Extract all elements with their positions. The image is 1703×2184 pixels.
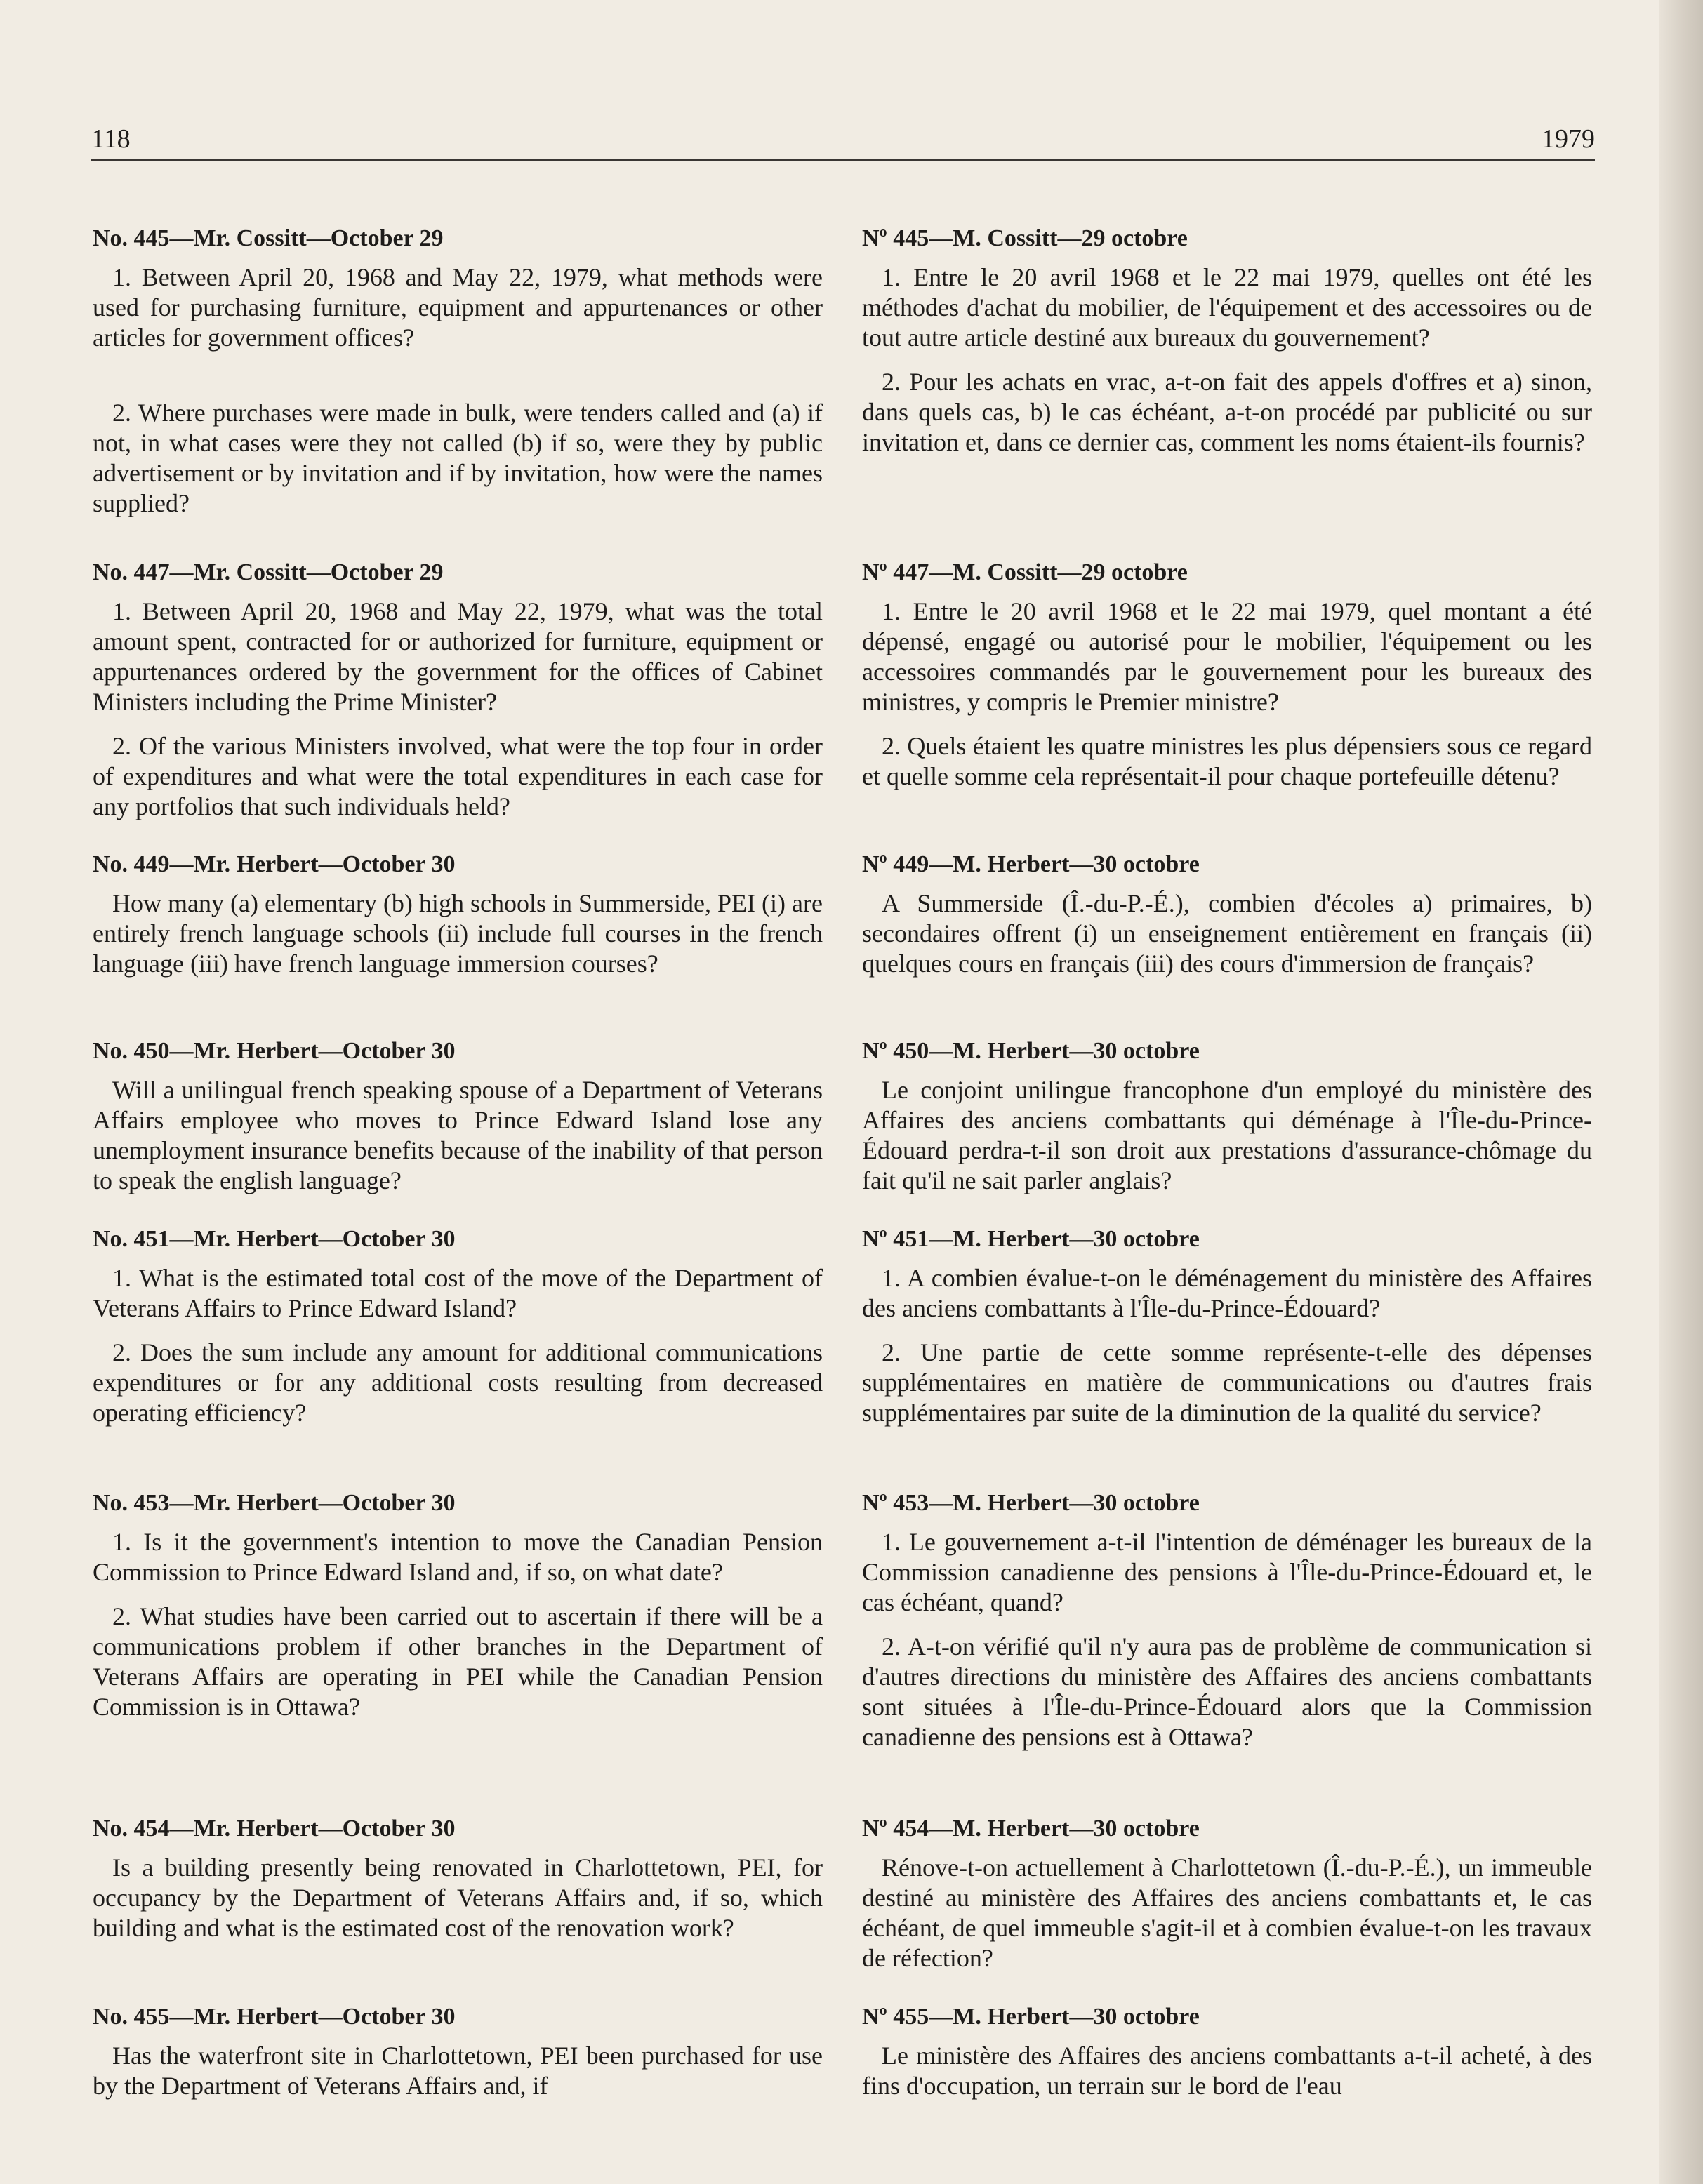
french-question-paragraph: A Summerside (Î.-du-P.-É.), combien d'écoles a) primaires, b) secondaires offrent (i) un enseignement entièrement en français (ii) quelques cours en français (iii) des cours d'immersion de français? — [862, 889, 1592, 978]
english-question-entry — [93, 1813, 823, 1957]
english-question-paragraph: Will a unilingual french speaking spouse of a Department of Veterans Affairs employee who moves to Prince Edward Island lose any unemployment insurance benefits because of the inability of that person to speak the english language? — [93, 1076, 823, 1194]
english-question-paragraph: Has the waterfront site in Charlottetown, PEI been purchased for use by the Department of Veterans Affairs and, if — [93, 2042, 823, 2100]
french-question-entry — [862, 2002, 1592, 2115]
page-number: 118 — [91, 124, 131, 154]
english-question-entry — [93, 223, 823, 533]
english-question-entry — [93, 1036, 823, 1210]
english-question-heading: No. 455—Mr. Herbert—October 30 — [93, 2004, 456, 2030]
french-question-paragraph: 2. Pour les achats en vrac, a-t-on fait des appels d'offres et a) sinon, dans quels cas, b) le cas échéant, a-t-on procédé par publicité ou sur invitation et, dans ce dernier cas, comment les noms étaient-ils fournis? — [862, 368, 1592, 456]
french-question-heading: Nº 455—M. Herbert—30 octobre — [862, 2004, 1200, 2030]
english-question-paragraph: 1. Between April 20, 1968 and May 22, 1979, what methods were used for purchasing furniture, equipment and appurtenances or other articles for government offices? — [93, 263, 823, 352]
french-question-entry — [862, 223, 1592, 472]
french-question-paragraph: 2. Quels étaient les quatre ministres les plus dépensiers sous ce regard et quelle somme cela représentait-il pour chaque portefeuille détenu? — [862, 732, 1592, 790]
french-question-paragraph: 2. Une partie de cette somme représente-t-elle des dépenses supplémentaires en matière de communications ou d'autres frais supplémentaires par suite de la diminution de la qualité du service? — [862, 1338, 1592, 1427]
french-question-paragraph: 1. Entre le 20 avril 1968 et le 22 mai 1979, quelles ont été les méthodes d'achat du mobilier, de l'équipement et des accessoires ou de tout autre article destiné aux bureaux du gouvernement? — [862, 263, 1592, 352]
page-header — [91, 119, 1595, 161]
english-question-entry — [93, 1224, 823, 1442]
french-question-paragraph: 2. A-t-on vérifié qu'il n'y aura pas de problème de communication si d'autres directions du ministère des Affaires des anciens combattants sont situées à l'Île-du-Prince-Édouard alors que la Commission canadienne des pensions est à Ottawa? — [862, 1632, 1592, 1751]
french-question-paragraph: 1. Entre le 20 avril 1968 et le 22 mai 1979, quel montant a été dépensé, engagé ou autorisé pour le mobilier, l'équipement ou les accessoires commandés par le gouvernement pour les bureaux des ministres, y compris le Premier ministre? — [862, 597, 1592, 716]
french-question-entry — [862, 849, 1592, 993]
english-question-entry — [93, 1488, 823, 1736]
english-question-entry — [93, 849, 823, 993]
english-question-paragraph: 1. Between April 20, 1968 and May 22, 1979, what was the total amount spent, contracted for or authorized for furniture, equipment or appurtenances ordered by the government for the offices of Cabinet Ministers including the Prime Minister? — [93, 597, 823, 716]
french-question-paragraph: Le conjoint unilingue francophone d'un employé du ministère des Affaires des anciens combattants qui déménage à l'Île-du-Prince-Édouard perdra-t-il son droit aux prestations d'assurance-chômage du fait qu'il ne sait parler anglais? — [862, 1076, 1592, 1194]
english-question-entry — [93, 2002, 823, 2115]
english-question-paragraph: 1. Is it the government's intention to move the Canadian Pension Commission to Prince Edward Island and, if so, on what date? — [93, 1528, 823, 1586]
english-question-paragraph: 1. What is the estimated total cost of the move of the Department of Veterans Affairs to Prince Edward Island? — [93, 1264, 823, 1322]
french-question-heading: Nº 453—M. Herbert—30 octobre — [862, 1490, 1200, 1516]
english-question-heading: No. 454—Mr. Herbert—October 30 — [93, 1816, 456, 1842]
french-question-paragraph: 1. Le gouvernement a-t-il l'intention de déménager les bureaux de la Commission canadienne des pensions à l'Île-du-Prince-Édouard et, le cas échéant, quand? — [862, 1528, 1592, 1616]
french-question-entry — [862, 1488, 1592, 1766]
french-question-entry — [862, 1224, 1592, 1442]
english-question-paragraph: How many (a) elementary (b) high schools in Summerside, PEI (i) are entirely french language schools (ii) include full courses in the french language (iii) have french language immersion courses? — [93, 889, 823, 978]
english-question-paragraph: 2. Does the sum include any amount for additional communications expenditures or for any additional costs resulting from decreased operating efficiency? — [93, 1338, 823, 1427]
french-question-paragraph: 1. A combien évalue-t-on le déménagement du ministère des Affaires des anciens combattants à l'Île-du-Prince-Édouard? — [862, 1264, 1592, 1322]
english-question-heading: No. 447—Mr. Cossitt—October 29 — [93, 559, 444, 585]
french-question-heading: Nº 449—M. Herbert—30 octobre — [862, 851, 1200, 877]
french-question-heading: Nº 454—M. Herbert—30 octobre — [862, 1816, 1200, 1842]
english-question-entry — [93, 557, 823, 836]
english-question-heading: No. 453—Mr. Herbert—October 30 — [93, 1490, 456, 1516]
french-question-entry — [862, 1813, 1592, 1987]
french-question-paragraph: Le ministère des Affaires des anciens combattants a-t-il acheté, à des fins d'occupation, un terrain sur le bord de l'eau — [862, 2042, 1592, 2100]
page-year: 1979 — [1542, 124, 1595, 154]
french-question-entry — [862, 1036, 1592, 1210]
english-question-heading: No. 449—Mr. Herbert—October 30 — [93, 851, 456, 877]
english-question-paragraph: 2. Where purchases were made in bulk, were tenders called and (a) if not, in what cases were they not called (b) if so, were they by public advertisement or by invitation and if by invitation, how were the names supplied? — [93, 399, 823, 517]
english-question-paragraph: 2. What studies have been carried out to ascertain if there will be a communications problem if other branches in the Department of Veterans Affairs are operating in PEI while the Canadian Pension Commission is in Ottawa? — [93, 1602, 823, 1721]
french-question-paragraph: Rénove-t-on actuellement à Charlottetown (Î.-du-P.-É.), un immeuble destiné au ministère des Affaires des anciens combattants et, le cas échéant, de quel immeuble s'agit-il et à combien évalue-t-on les travaux de réfection? — [862, 1853, 1592, 1972]
page-edge-shadow — [1659, 0, 1703, 2184]
english-question-heading: No. 450—Mr. Herbert—October 30 — [93, 1038, 456, 1064]
english-question-heading: No. 451—Mr. Herbert—October 30 — [93, 1226, 456, 1252]
french-question-heading: Nº 447—M. Cossitt—29 octobre — [862, 559, 1188, 585]
french-question-heading: Nº 451—M. Herbert—30 octobre — [862, 1226, 1200, 1252]
french-question-entry — [862, 557, 1592, 806]
english-question-paragraph: Is a building presently being renovated in Charlottetown, PEI, for occupancy by the Department of Veterans Affairs and, if so, which building and what is the estimated cost of the renovation work? — [93, 1853, 823, 1942]
french-question-heading: Nº 450—M. Herbert—30 octobre — [862, 1038, 1200, 1064]
english-question-paragraph: 2. Of the various Ministers involved, what were the top four in order of expenditures and what were the total expenditures in each case for any portfolios that such individuals held? — [93, 732, 823, 820]
french-question-heading: Nº 445—M. Cossitt—29 octobre — [862, 225, 1188, 251]
english-question-heading: No. 445—Mr. Cossitt—October 29 — [93, 225, 444, 251]
